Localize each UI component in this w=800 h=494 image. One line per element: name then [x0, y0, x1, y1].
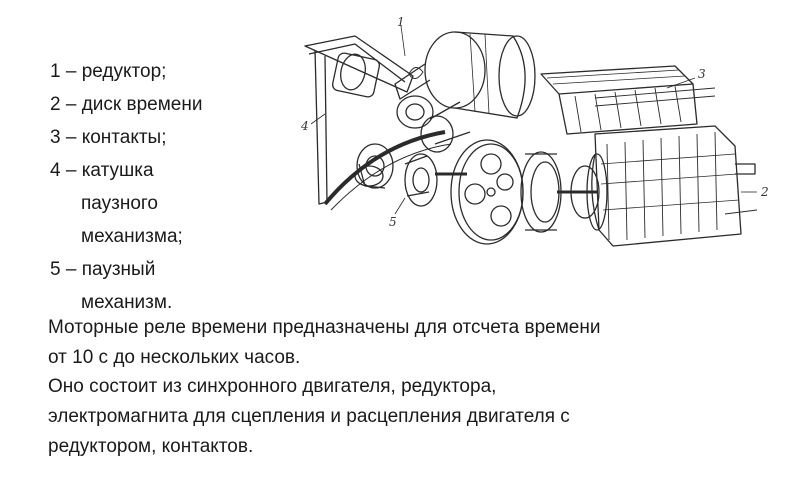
legend-item-1-text: 1 – редуктор; — [50, 61, 167, 82]
legend-item-5-line-2: механизм. — [81, 292, 173, 313]
callout-2: 2 — [761, 185, 769, 199]
legend-item-4 — [50, 154, 202, 253]
legend-item-5 — [50, 253, 202, 319]
legend-item-3-text: 3 – контакты; — [50, 127, 167, 148]
callout-5: 5 — [389, 215, 397, 229]
paragraph-line: электромагнита для сцепления и расцепления двигателя с — [48, 406, 570, 427]
relay-mechanism-drawing — [295, 14, 775, 276]
cam-stack — [587, 126, 757, 246]
legend-item-2-text: 2 – диск времени — [50, 94, 203, 115]
callout-3: 3 — [698, 67, 706, 81]
legend-item-2 — [50, 88, 202, 121]
paragraph-composition — [48, 372, 570, 462]
legend-item-4-text: 4 – катушка — [50, 160, 154, 181]
gear-reducer — [355, 96, 470, 206]
legend-item-5-text: 5 – паузный — [50, 259, 156, 280]
callout-4: 4 — [301, 119, 309, 133]
paragraph-line: от 10 с до нескольких часов. — [48, 347, 301, 368]
legend-item-3 — [50, 121, 202, 154]
paragraph-line: Моторные реле времени предназначены для отсчета времени — [48, 317, 601, 338]
paragraph-line: Оно состоит из синхронного двигателя, редуктора, — [48, 376, 497, 397]
legend-item-4-line-2: паузного — [81, 193, 158, 214]
parts-legend — [50, 55, 202, 319]
legend-item-1 — [50, 55, 202, 88]
paragraph-purpose — [48, 313, 600, 373]
contact-block — [541, 66, 715, 134]
callout-leaders — [311, 26, 757, 214]
legend-item-4-line-3: механизма; — [81, 226, 183, 247]
mechanism-illustration — [295, 14, 775, 276]
synchronous-motor — [395, 32, 535, 118]
callout-1: 1 — [397, 15, 405, 29]
timing-disk — [451, 140, 599, 244]
paragraph-line: редуктором, контактов. — [48, 436, 254, 457]
